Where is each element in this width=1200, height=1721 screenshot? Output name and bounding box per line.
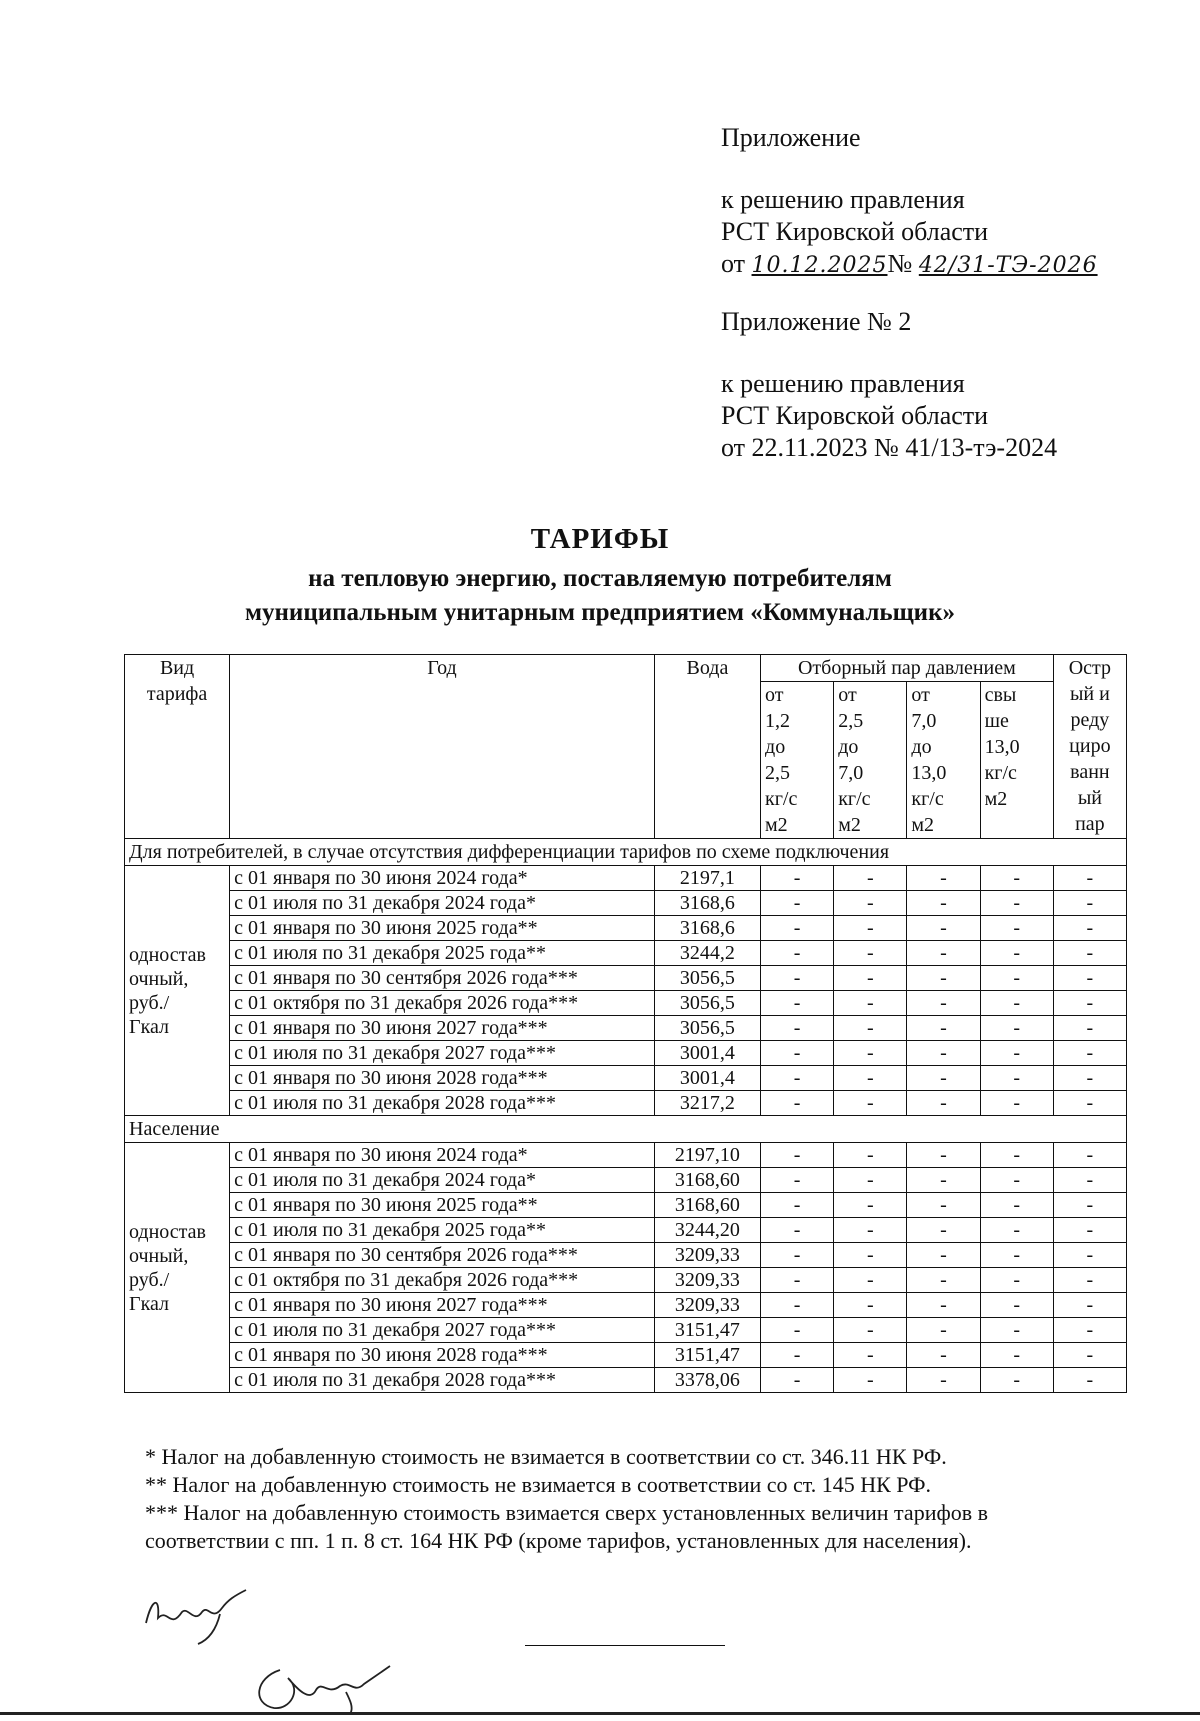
period-cell: с 01 июля по 31 декабря 2027 года*** <box>230 1318 655 1343</box>
water-tariff-cell: 3244,20 <box>654 1218 760 1243</box>
steam-tariff-cell: - <box>761 1041 834 1066</box>
table-row <box>125 1168 1127 1193</box>
steam-tariff-cell: - <box>980 1016 1053 1041</box>
steam-tariff-cell: - <box>834 1066 907 1091</box>
signature-line <box>525 1645 725 1646</box>
steam-tariff-cell: - <box>834 1168 907 1193</box>
water-tariff-cell: 3056,5 <box>654 966 760 991</box>
water-tariff-cell: 3168,6 <box>654 891 760 916</box>
steam-tariff-cell: - <box>980 1041 1053 1066</box>
tariff-group-general <box>125 866 1127 1116</box>
steam-tariff-cell: - <box>907 1218 980 1243</box>
header-pressure-4: свы ше 13,0 кг/с м2 <box>980 682 1053 839</box>
steam-tariff-cell: - <box>1053 1143 1126 1168</box>
appendix-date-line <box>721 248 1098 282</box>
appendix2-block <box>721 306 1057 464</box>
header-water: Вода <box>654 655 760 839</box>
table-row <box>125 1243 1127 1268</box>
table-row <box>125 1193 1127 1218</box>
appendix-block <box>721 122 1098 282</box>
steam-tariff-cell: - <box>761 891 834 916</box>
steam-tariff-cell: - <box>1053 991 1126 1016</box>
table-row <box>125 916 1127 941</box>
steam-tariff-cell: - <box>761 966 834 991</box>
steam-tariff-cell: - <box>980 941 1053 966</box>
steam-tariff-cell: - <box>761 1293 834 1318</box>
steam-tariff-cell: - <box>907 1091 980 1116</box>
steam-tariff-cell: - <box>980 1066 1053 1091</box>
water-tariff-cell: 3378,06 <box>654 1368 760 1393</box>
period-cell: с 01 января по 30 июня 2028 года*** <box>230 1066 655 1091</box>
table-row <box>125 1293 1127 1318</box>
steam-tariff-cell: - <box>834 941 907 966</box>
table-row <box>125 1091 1127 1116</box>
steam-tariff-cell: - <box>907 1293 980 1318</box>
steam-tariff-cell: - <box>907 1041 980 1066</box>
period-cell: с 01 июля по 31 декабря 2024 года* <box>230 891 655 916</box>
water-tariff-cell: 3001,4 <box>654 1041 760 1066</box>
water-tariff-cell: 3151,47 <box>654 1343 760 1368</box>
steam-tariff-cell: - <box>1053 941 1126 966</box>
steam-tariff-cell: - <box>907 1368 980 1393</box>
water-tariff-cell: 3001,4 <box>654 1066 760 1091</box>
steam-tariff-cell: - <box>834 1091 907 1116</box>
steam-tariff-cell: - <box>1053 916 1126 941</box>
header-year: Год <box>230 655 655 839</box>
steam-tariff-cell: - <box>980 891 1053 916</box>
steam-tariff-cell: - <box>907 1343 980 1368</box>
footnote-1: * Налог на добавленную стоимость не взимается в соответствии со ст. 346.11 НК РФ. <box>145 1444 947 1469</box>
steam-tariff-cell: - <box>834 1368 907 1393</box>
table-row <box>125 991 1127 1016</box>
table-row <box>125 1066 1127 1091</box>
steam-tariff-cell: - <box>761 991 834 1016</box>
steam-tariff-cell: - <box>1053 1343 1126 1368</box>
document-subtitle-1: на тепловую энергию, поставляемую потребителям <box>308 565 892 592</box>
document-subtitle-2: муниципальным унитарным предприятием «Коммунальщик» <box>245 599 955 626</box>
steam-tariff-cell: - <box>980 1168 1053 1193</box>
steam-tariff-cell: - <box>761 1318 834 1343</box>
footnote-2: ** Налог на добавленную стоимость не взимается в соответствии со ст. 145 НК РФ. <box>145 1472 932 1497</box>
header-tariff-type: Вид тарифа <box>125 655 230 839</box>
steam-tariff-cell: - <box>1053 1243 1126 1268</box>
handwritten-initials <box>138 1578 258 1648</box>
appendix2-date-line: от 22.11.2023 № 41/13-тэ-2024 <box>721 433 1058 462</box>
steam-tariff-cell: - <box>980 1143 1053 1168</box>
water-tariff-cell: 3056,5 <box>654 1016 760 1041</box>
tariff-table <box>124 654 1127 1393</box>
footnote-3: *** Налог на добавленную стоимость взимается сверх установленных величин тарифов в соответствии с пп. 1 п. 8 ст. 164 НК РФ (кроме тарифов, установленных для населения). <box>145 1500 989 1553</box>
steam-tariff-cell: - <box>907 866 980 891</box>
table-row <box>125 941 1127 966</box>
steam-tariff-cell: - <box>834 1343 907 1368</box>
period-cell: с 01 января по 30 сентября 2026 года*** <box>230 1243 655 1268</box>
steam-tariff-cell: - <box>761 1368 834 1393</box>
steam-tariff-cell: - <box>1053 1318 1126 1343</box>
steam-tariff-cell: - <box>834 1268 907 1293</box>
table-row <box>125 891 1127 916</box>
table-row <box>125 1041 1127 1066</box>
date-prefix: от <box>721 249 746 278</box>
steam-tariff-cell: - <box>834 1193 907 1218</box>
steam-tariff-cell: - <box>834 1318 907 1343</box>
period-cell: с 01 июля по 31 декабря 2028 года*** <box>230 1368 655 1393</box>
water-tariff-cell: 3151,47 <box>654 1318 760 1343</box>
appendix2-authority-line: РСТ Кировской области <box>721 401 989 430</box>
steam-tariff-cell: - <box>980 866 1053 891</box>
period-cell: с 01 января по 30 июня 2025 года** <box>230 1193 655 1218</box>
steam-tariff-cell: - <box>980 1193 1053 1218</box>
document-title: ТАРИФЫ <box>530 523 670 555</box>
steam-tariff-cell: - <box>761 1218 834 1243</box>
steam-tariff-cell: - <box>1053 866 1126 891</box>
steam-tariff-cell: - <box>834 1243 907 1268</box>
section-row <box>125 1116 1127 1143</box>
table-row <box>125 966 1127 991</box>
steam-tariff-cell: - <box>907 966 980 991</box>
period-cell: с 01 января по 30 июня 2028 года*** <box>230 1343 655 1368</box>
steam-tariff-cell: - <box>761 1016 834 1041</box>
steam-tariff-cell: - <box>980 916 1053 941</box>
steam-tariff-cell: - <box>834 1041 907 1066</box>
steam-tariff-cell: - <box>1053 1293 1126 1318</box>
steam-tariff-cell: - <box>980 1091 1053 1116</box>
steam-tariff-cell: - <box>834 1016 907 1041</box>
steam-tariff-cell: - <box>834 966 907 991</box>
steam-tariff-cell: - <box>980 1368 1053 1393</box>
steam-tariff-cell: - <box>980 966 1053 991</box>
steam-tariff-cell: - <box>761 1091 834 1116</box>
steam-tariff-cell: - <box>834 1293 907 1318</box>
appendix2-decision-line: к решению правления <box>721 369 965 398</box>
steam-tariff-cell: - <box>761 1343 834 1368</box>
steam-tariff-cell: - <box>1053 1193 1126 1218</box>
water-tariff-cell: 3209,33 <box>654 1293 760 1318</box>
steam-tariff-cell: - <box>907 1143 980 1168</box>
steam-tariff-cell: - <box>980 1343 1053 1368</box>
steam-tariff-cell: - <box>907 1168 980 1193</box>
period-cell: с 01 июля по 31 декабря 2024 года* <box>230 1168 655 1193</box>
steam-tariff-cell: - <box>980 1318 1053 1343</box>
steam-tariff-cell: - <box>907 1016 980 1041</box>
steam-tariff-cell: - <box>761 1268 834 1293</box>
appendix-decision-line: к решению правления <box>721 185 965 214</box>
section-general-consumers: Для потребителей, в случае отсутствия дифференциации тарифов по схеме подключения <box>125 839 1127 866</box>
period-cell: с 01 июля по 31 декабря 2027 года*** <box>230 1041 655 1066</box>
steam-tariff-cell: - <box>1053 1091 1126 1116</box>
table-row <box>125 1343 1127 1368</box>
steam-tariff-cell: - <box>834 1143 907 1168</box>
water-tariff-cell: 2197,10 <box>654 1143 760 1168</box>
steam-tariff-cell: - <box>907 1318 980 1343</box>
table-row <box>125 1318 1127 1343</box>
water-tariff-cell: 3244,2 <box>654 941 760 966</box>
steam-tariff-cell: - <box>907 1066 980 1091</box>
steam-tariff-cell: - <box>834 1218 907 1243</box>
water-tariff-cell: 3209,33 <box>654 1268 760 1293</box>
header-pressure-1: от 1,2 до 2,5 кг/с м2 <box>761 682 834 839</box>
table-header-row <box>125 655 1127 682</box>
footnotes <box>145 1443 1105 1555</box>
steam-tariff-cell: - <box>907 1268 980 1293</box>
table-row <box>125 1268 1127 1293</box>
water-tariff-cell: 3168,60 <box>654 1193 760 1218</box>
steam-tariff-cell: - <box>1053 891 1126 916</box>
period-cell: с 01 января по 30 июня 2024 года* <box>230 866 655 891</box>
steam-tariff-cell: - <box>761 916 834 941</box>
period-cell: с 01 января по 30 июня 2027 года*** <box>230 1293 655 1318</box>
period-cell: с 01 октября по 31 декабря 2026 года*** <box>230 991 655 1016</box>
steam-tariff-cell: - <box>834 916 907 941</box>
section-population: Население <box>125 1116 1127 1143</box>
steam-tariff-cell: - <box>907 941 980 966</box>
handwritten-number: 42/31-ТЭ-2026 <box>918 253 1098 278</box>
steam-tariff-cell: - <box>1053 1066 1126 1091</box>
steam-tariff-cell: - <box>1053 1016 1126 1041</box>
appendix-title: Приложение <box>721 123 861 152</box>
period-cell: с 01 июля по 31 декабря 2025 года** <box>230 941 655 966</box>
steam-tariff-cell: - <box>907 1193 980 1218</box>
water-tariff-cell: 3168,60 <box>654 1168 760 1193</box>
steam-tariff-cell: - <box>761 1143 834 1168</box>
water-tariff-cell: 3209,33 <box>654 1243 760 1268</box>
table-row <box>125 1368 1127 1393</box>
steam-tariff-cell: - <box>1053 966 1126 991</box>
period-cell: с 01 июля по 31 декабря 2028 года*** <box>230 1091 655 1116</box>
number-sign: № <box>887 249 913 278</box>
steam-tariff-cell: - <box>761 1243 834 1268</box>
header-steam: Отборный пар давлением <box>761 655 1054 682</box>
table-row <box>125 1143 1127 1168</box>
steam-tariff-cell: - <box>1053 1041 1126 1066</box>
appendix-authority-line: РСТ Кировской области <box>721 217 989 246</box>
steam-tariff-cell: - <box>907 1243 980 1268</box>
steam-tariff-cell: - <box>907 891 980 916</box>
steam-tariff-cell: - <box>1053 1168 1126 1193</box>
steam-tariff-cell: - <box>761 941 834 966</box>
steam-tariff-cell: - <box>1053 1268 1126 1293</box>
header-pressure-2: от 2,5 до 7,0 кг/с м2 <box>834 682 907 839</box>
steam-tariff-cell: - <box>1053 1368 1126 1393</box>
steam-tariff-cell: - <box>834 991 907 1016</box>
steam-tariff-cell: - <box>761 1066 834 1091</box>
header-sharp-steam: Остр ый и реду циро ванн ый пар <box>1053 655 1126 839</box>
table-row <box>125 1218 1127 1243</box>
header-pressure-3: от 7,0 до 13,0 кг/с м2 <box>907 682 980 839</box>
steam-tariff-cell: - <box>980 1243 1053 1268</box>
period-cell: с 01 января по 30 сентября 2026 года*** <box>230 966 655 991</box>
steam-tariff-cell: - <box>980 1293 1053 1318</box>
steam-tariff-cell: - <box>761 1168 834 1193</box>
steam-tariff-cell: - <box>907 916 980 941</box>
water-tariff-cell: 3168,6 <box>654 916 760 941</box>
steam-tariff-cell: - <box>1053 1218 1126 1243</box>
table-row <box>125 866 1127 891</box>
period-cell: с 01 января по 30 июня 2024 года* <box>230 1143 655 1168</box>
period-cell: с 01 июля по 31 декабря 2025 года** <box>230 1218 655 1243</box>
steam-tariff-cell: - <box>761 866 834 891</box>
steam-tariff-cell: - <box>834 891 907 916</box>
handwritten-date: 10.12.2025 <box>751 253 888 278</box>
handwritten-signature <box>250 1660 420 1716</box>
water-tariff-cell: 2197,1 <box>654 866 760 891</box>
page-bottom-edge <box>0 1712 1200 1715</box>
steam-tariff-cell: - <box>834 866 907 891</box>
section-row <box>125 839 1127 866</box>
water-tariff-cell: 3217,2 <box>654 1091 760 1116</box>
steam-tariff-cell: - <box>761 1193 834 1218</box>
appendix2-title: Приложение № 2 <box>721 307 912 336</box>
steam-tariff-cell: - <box>980 1268 1053 1293</box>
period-cell: с 01 октября по 31 декабря 2026 года*** <box>230 1268 655 1293</box>
steam-tariff-cell: - <box>980 991 1053 1016</box>
steam-tariff-cell: - <box>980 1218 1053 1243</box>
tariff-type-cell: одностав очный, руб./ Гкал <box>125 866 230 1116</box>
steam-tariff-cell: - <box>907 991 980 1016</box>
water-tariff-cell: 3056,5 <box>654 991 760 1016</box>
period-cell: с 01 января по 30 июня 2025 года** <box>230 916 655 941</box>
table-row <box>125 1016 1127 1041</box>
tariff-group-population <box>125 1143 1127 1393</box>
tariff-type-cell: одностав очный, руб./ Гкал <box>125 1143 230 1393</box>
period-cell: с 01 января по 30 июня 2027 года*** <box>230 1016 655 1041</box>
